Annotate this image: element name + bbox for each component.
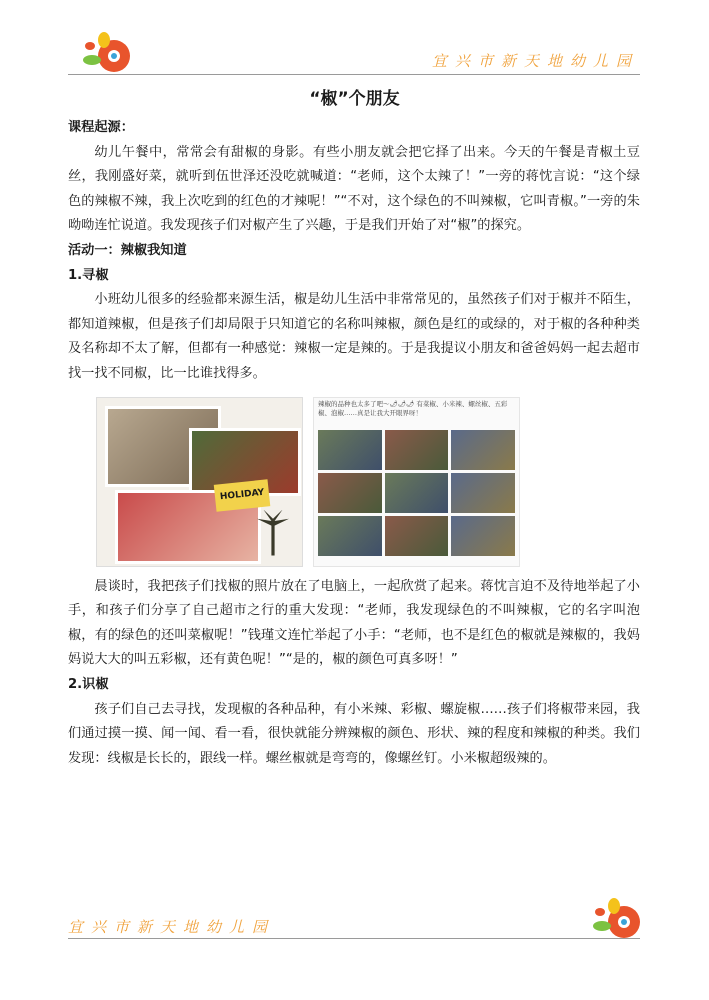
- holiday-tag: HOLIDAY: [214, 479, 271, 511]
- pepper-grid-photo: [313, 397, 520, 567]
- sub2-heading: 2.识椒: [68, 676, 109, 692]
- photo-row: [96, 397, 640, 567]
- activity1-heading: 活动一：辣椒我知道: [68, 242, 187, 258]
- document-body: [68, 116, 640, 771]
- kindergarten-logo-footer: [590, 896, 642, 942]
- supermarket-collage-photo: [96, 397, 303, 567]
- sub1-paragraph-2: 晨谈时，我把孩子们找椒的照片放在了电脑上，一起欣赏了起来。蒋忱言迫不及待地举起了小手，和孩子们分享了自己超市之行的重大发现：“老师，我发现绿色的不叫辣椒，它的名字叫泡椒，有的绿色的还叫菜椒呢！”钱瑾文连忙举起了小手：“老师，也不是红色的椒就是辣椒的，我妈妈说大大的叫五彩椒，还有黄色呢！”“是的，椒的颜色可真多呀！”: [68, 578, 640, 668]
- kindergarten-logo: [80, 30, 132, 76]
- footer-rule: [68, 938, 640, 939]
- palm-tree-icon: [257, 510, 289, 556]
- photo-caption: 辣椒的品种也太多了吧～🌶🌶🌶 有菜椒、小米辣、螺丝椒、五彩椒、泡椒……真是让我大开眼界呀！: [318, 399, 508, 417]
- header-school-name: 宜兴市新天地幼儿园: [431, 52, 639, 70]
- header-rule: [68, 74, 640, 75]
- sub2-paragraph: 孩子们自己去寻找，发现椒的各种品种，有小米辣、彩椒、螺旋椒……孩子们将椒带来园，我们通过摸一摸、闻一闻、看一看，很快就能分辨辣椒的颜色、形状、辣的程度和辣椒的种类。我们发现：线椒是长长的，跟线一样。螺丝椒就是弯弯的，像螺丝钉。小米椒超级辣的。: [68, 701, 640, 766]
- document-title: “椒”个朋友: [309, 89, 400, 109]
- sub1-paragraph: 小班幼儿很多的经验都来源生活，椒是幼儿生活中非常常见的，虽然孩子们对于椒并不陌生，都知道辣椒，但是孩子们却局限于只知道它的名称叫辣椒，颜色是红的或绿的，对于椒的各种种类及名称却不太了解，但都有一种感觉：辣椒一定是辣的。于是我提议小朋友和爸爸妈妈一起去超市找一找不同椒，比一比谁找得多。: [68, 292, 640, 381]
- sub1-heading: 1.寻椒: [68, 267, 109, 283]
- origin-heading: 课程起源：: [68, 120, 134, 135]
- footer-school-name: 宜兴市新天地幼儿园: [68, 918, 276, 936]
- origin-paragraph: 幼儿午餐中，常常会有甜椒的身影。有些小朋友就会把它择了出来。今天的午餐是青椒土豆丝，我刚盛好菜，就听到伍世泽还没吃就喊道：“老师，这个太辣了！”一旁的蒋忱言说：“这个绿色的辣椒不辣，我上次吃到的红色的才辣呢！”“不对，这个绿色的不叫辣椒，它叫青椒。”一旁的朱呦呦连忙说道。我发现孩子们对椒产生了兴趣，于是我们开始了对“椒”的探究。: [68, 144, 640, 234]
